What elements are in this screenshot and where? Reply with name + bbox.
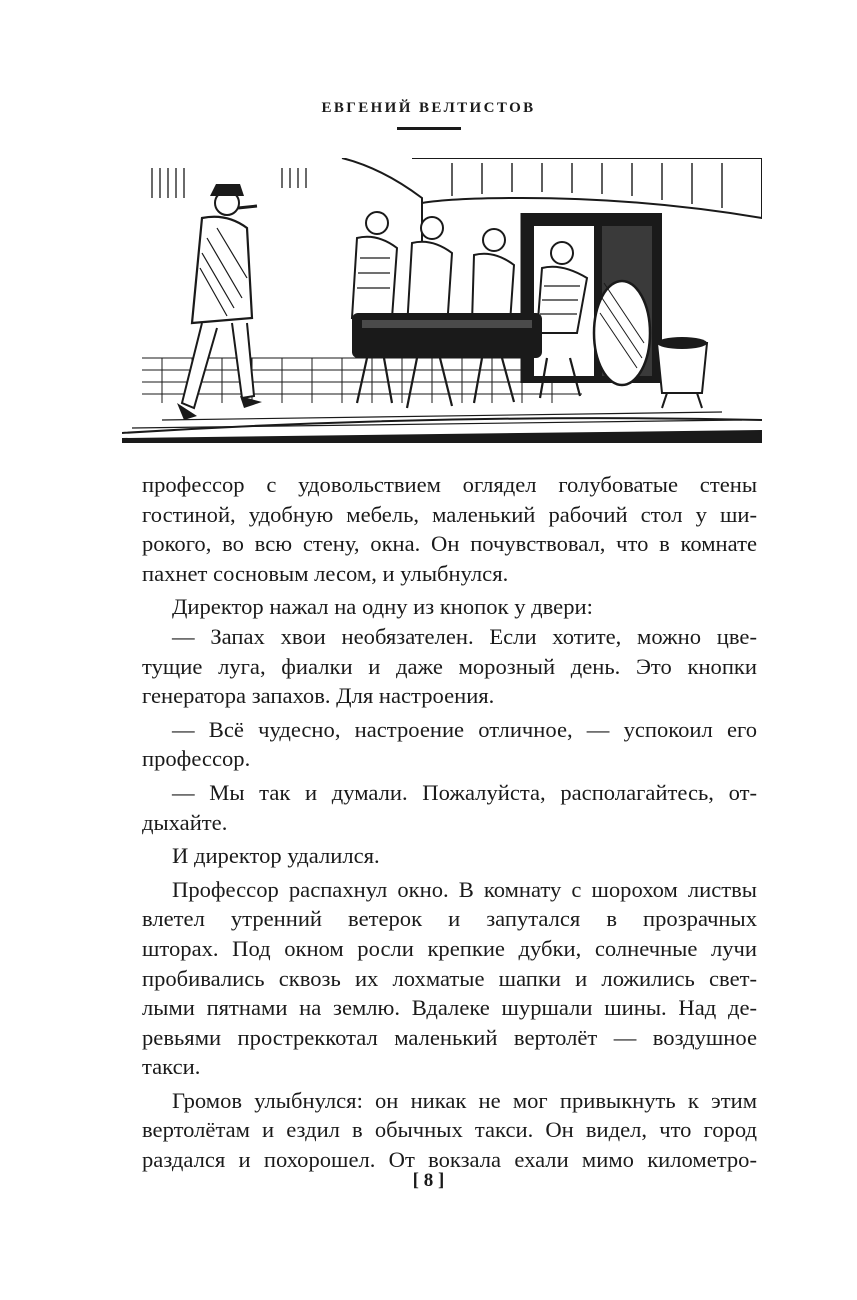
text-line: профессор с удовольствием оглядел голубоватые стены — [142, 472, 757, 497]
text-line: — Всё чудесно, настроение отличное, — успокоил его — [172, 716, 757, 742]
text-line: лыми пятнами на землю. Вдалеке шуршали шины. Над де- — [142, 995, 757, 1021]
text-line: Громов улыбнулся: он никак не мог привыкнуть к этим — [172, 1087, 757, 1113]
text-line: тущие луга, фиалки и даже морозный день. Это кнопки — [142, 653, 757, 679]
text-line: вертолётам и ездил в обычных такси. Он видел, что город — [142, 1117, 757, 1143]
text-line: влетел утренний ветерок и запутался в прозрачных — [142, 906, 757, 932]
running-head: ЕВГЕНИЙ ВЕЛТИСТОВ — [321, 100, 536, 116]
running-head-rule — [397, 127, 461, 130]
text-line: гостиной, удобную мебель, маленький рабочий стол у ши- — [142, 501, 757, 527]
illustration — [122, 158, 762, 443]
page-number: [ 8 ] — [412, 1170, 445, 1191]
text-line: профессор. — [142, 746, 251, 772]
text-line: И директор удалился. — [172, 843, 380, 869]
text-line: рокого, во всю стену, окна. Он почувствовал, что в комнате — [142, 531, 757, 557]
text-line: шторах. Под окном росли крепкие дубки, солнечные лучи — [142, 935, 757, 961]
text-line: пробивались сквозь их лохматые шапки и ложились свет- — [142, 965, 757, 991]
illustration-drawing — [122, 158, 762, 443]
text-line: раздался и похорошел. От вокзала ехали мимо километро- — [142, 1147, 757, 1173]
text-line: генератора запахов. Для настроения. — [142, 683, 495, 709]
text-line: дыхайте. — [142, 809, 228, 835]
text-line: Директор нажал на одну из кнопок у двери: — [172, 594, 593, 620]
body-text — [142, 470, 757, 1175]
text-line: — Мы так и думали. Пожалуйста, располагайтесь, от- — [172, 779, 757, 805]
text-line: Профессор распахнул окно. В комнату с шорохом листвы — [172, 876, 757, 902]
text-line: такси. — [142, 1054, 201, 1080]
text-line: ревьями простреккотал маленький вертолёт — воздушное — [142, 1024, 757, 1050]
text-line: — Запах хвои необязателен. Если хотите, можно цве- — [172, 623, 757, 649]
text-line: пахнет сосновым лесом, и улыбнулся. — [142, 560, 509, 586]
